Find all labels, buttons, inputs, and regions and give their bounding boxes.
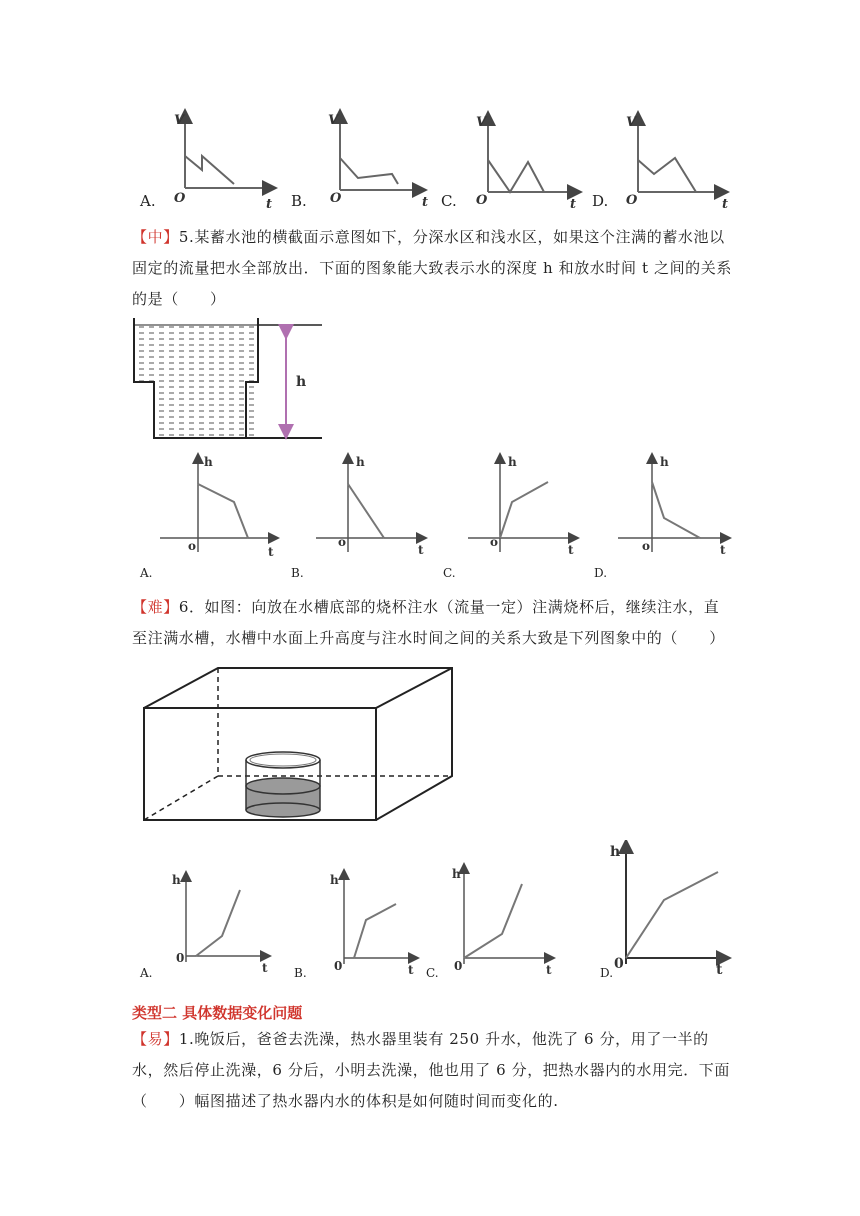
q6-line-d xyxy=(626,872,718,958)
q6-option-d: D. xyxy=(600,966,614,980)
svg-text:h: h xyxy=(660,455,669,469)
row1-d-v: V xyxy=(626,115,637,130)
q6-option-c: C. xyxy=(426,966,439,980)
q5-option-c: C. xyxy=(443,566,456,580)
svg-text:0: 0 xyxy=(334,959,343,973)
svg-text:t: t xyxy=(720,543,726,557)
svg-text:t: t xyxy=(568,543,574,557)
q5-option-d: D. xyxy=(594,566,608,580)
q6-line-c xyxy=(464,884,522,958)
svg-text:h: h xyxy=(356,455,365,469)
row1-b-t: t xyxy=(422,195,429,210)
svg-text:h: h xyxy=(204,455,213,469)
row1-c-o: O xyxy=(476,193,488,208)
row1-graph-d xyxy=(638,118,722,192)
pool-h-label: h xyxy=(296,374,307,390)
q6-line-a xyxy=(196,890,240,956)
row1-option-b: B. xyxy=(291,192,307,210)
row1-d-t: t xyxy=(722,197,729,212)
q6-option-a: A. xyxy=(140,966,153,980)
q5-line-b xyxy=(348,484,384,538)
svg-text:h: h xyxy=(172,873,181,887)
section2-heading: 类型二 具体数据变化问题 xyxy=(132,1004,303,1022)
svg-text:t: t xyxy=(716,962,723,978)
svg-text:o: o xyxy=(490,535,499,549)
q5-line-c xyxy=(500,482,548,538)
svg-text:h: h xyxy=(508,455,517,469)
q5-line-d xyxy=(652,482,700,538)
q6-tag: 【难】 xyxy=(132,598,179,616)
row1-a-t: t xyxy=(266,197,273,212)
svg-text:t: t xyxy=(268,545,274,559)
svg-text:h: h xyxy=(610,844,621,860)
row1-d-o: O xyxy=(626,193,638,208)
row1-graphs xyxy=(130,108,750,218)
row1-option-a: A. xyxy=(140,192,156,210)
q5-line-a xyxy=(198,484,248,538)
row1-a-o: O xyxy=(174,191,186,206)
row1-option-d: D. xyxy=(592,192,609,210)
q5-body: 5.某蓄水池的横截面示意图如下，分深水区和浅水区，如果这个注满的蓄水池以固定的流量把水全部放出．下面的图象能大致表示水的深度 h 和放水时间 t 之间的关系的是（ ） xyxy=(132,228,732,308)
pool-diagram xyxy=(128,318,328,444)
q6-option-b: B. xyxy=(294,966,307,980)
q5-option-b: B. xyxy=(291,566,304,580)
q1-text xyxy=(132,1024,732,1117)
row1-c-t: t xyxy=(570,197,577,212)
q5-text xyxy=(132,222,732,315)
row1-graph-a xyxy=(185,116,270,188)
q1-tag: 【易】 xyxy=(132,1030,179,1048)
svg-text:o: o xyxy=(338,535,347,549)
q6-line-b xyxy=(354,904,396,958)
q5-option-a: A. xyxy=(140,566,153,580)
row1-b-v: V xyxy=(328,113,339,128)
svg-text:t: t xyxy=(408,963,414,977)
svg-text:t: t xyxy=(418,543,424,557)
row1-c-v: V xyxy=(476,115,487,130)
svg-text:0: 0 xyxy=(614,956,624,972)
beaker-icon xyxy=(246,752,320,817)
svg-text:o: o xyxy=(642,539,651,553)
row1-graph-c xyxy=(488,118,575,192)
q5-tag: 【中】 xyxy=(132,228,179,246)
q6-graphs xyxy=(130,840,750,980)
q6-body: 6．如图：向放在水槽底部的烧杯注水（流量一定）注满烧杯后，继续注水，直至注满水槽，水槽中水面上升高度与注水时间之间的关系大致是下列图象中的（ ） xyxy=(132,598,725,647)
row1-a-v: V xyxy=(174,113,185,128)
svg-text:0: 0 xyxy=(176,951,185,965)
tank-diagram xyxy=(140,664,470,828)
svg-text:t: t xyxy=(546,963,552,977)
svg-text:t: t xyxy=(262,961,268,975)
row1-graph-b xyxy=(340,116,420,190)
q6-text xyxy=(132,592,732,654)
svg-text:o: o xyxy=(188,539,197,553)
svg-text:h: h xyxy=(452,867,461,881)
row1-option-c: C. xyxy=(441,192,457,210)
q5-graphs xyxy=(130,452,750,562)
svg-text:h: h xyxy=(330,873,339,887)
row1-b-o: O xyxy=(330,191,342,206)
svg-text:0: 0 xyxy=(454,959,463,973)
q1-body: 1.晚饭后，爸爸去洗澡，热水器里装有 250 升水，他洗了 6 分，用了一半的水，然后停止洗澡，6 分后，小明去洗澡，他也用了 6 分，把热水器内的水用完．下面（ ）幅图描述了热水器内水的体积是如何随时间而变化的. xyxy=(132,1030,730,1110)
